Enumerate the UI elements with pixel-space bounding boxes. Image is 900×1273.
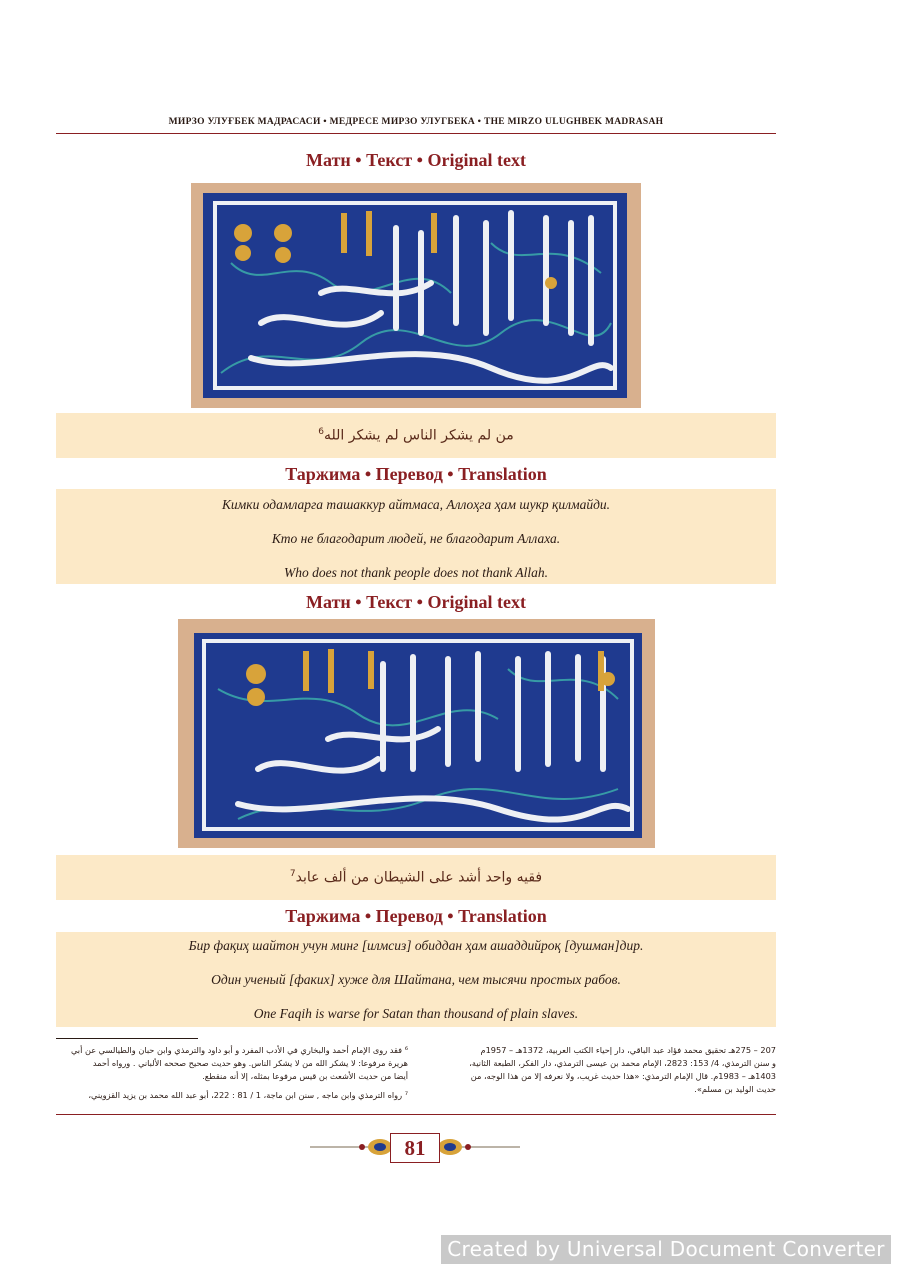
arabic-line-1: من لم يشكر الناس لم يشكر الله xyxy=(323,427,514,444)
footnote-line: 207 – 275هـ تحقيق محمد فؤاد عبد الباقي، دار إحياء الكتب العربية، 1372هـ – 1957م xyxy=(480,1045,776,1055)
footer-rule xyxy=(56,1114,776,1115)
footnote-mark-6: 6 xyxy=(318,427,324,437)
translation-uzbek-2: Бир фақиҳ шайтон учун минг [илмсиз] обиддан ҳам ашаддийроқ [душман]дир. xyxy=(188,938,644,953)
translation-english-2: One Faqih is warse for Satan than thousand of plain slaves. xyxy=(253,1006,579,1021)
arabic-text-1 xyxy=(56,427,776,444)
tile-mosaic-image-1 xyxy=(191,183,641,408)
footnote-line: هريرة مرفوعا: لا يشكر الله من لا يشكر الناس. وهو حديث صحيح صححه الألباني . ورواه أحمد xyxy=(92,1058,408,1068)
arabic-band-1 xyxy=(56,413,776,458)
tile-inscription-photo-1 xyxy=(191,183,641,408)
original-text-heading-1: Матн • Текст • Original text xyxy=(306,150,526,170)
footnote-line: حديث الوليد بن مسلم». xyxy=(694,1084,776,1094)
footnote-line: أيضا من حديث الأشعث بن قيس مرفوعا بمثله، إلا أنه منقطع. xyxy=(202,1071,408,1081)
running-header: МИРЗО УЛУҒБЕК МАДРАСАСИ • МЕДРЕСЕ МИРЗО УЛУГБЕКА • THE MIRZO ULUGHBEK MADRASAH xyxy=(168,117,664,127)
translation-band-2 xyxy=(56,932,776,1027)
arabic-band-2 xyxy=(56,855,776,900)
translation-russian-2: Один ученый [факих] хуже для Шайтана, чем тысячи простых рабов. xyxy=(211,972,621,987)
footnote-line: ⁷ رواه الترمذي وابن ماجه , سنن ابن ماجة، 1 / 81 : 222، أبو عبد الله محمد بن يزيد القزويني، xyxy=(88,1090,408,1100)
footnotes-right-column xyxy=(56,1044,408,1102)
arabic-line-2: فقيه واحد أشد على الشيطان من ألف عابد xyxy=(295,869,543,886)
translation-heading-1: Таржима • Перевод • Translation xyxy=(285,464,547,484)
footnote-line: و سنن الترمذي، 4/ 153: 2823، الإمام محمد بن عيسى الترمذي، دار الفكر، الطبعة الثانية، xyxy=(469,1058,776,1068)
converter-watermark: Created by Universal Document Converter xyxy=(441,1235,891,1264)
footnote-line: 1403هـ – 1983م. قال الإمام الترمذي: «هذا حديث غريب، ولا نعرفه إلا من هذا الوجه، من xyxy=(470,1071,776,1081)
footnote-line: ⁶ فقد روى الإمام أحمد والبخاري في الأدب المفرد و أبو داود والترمذي وابن حبان والطيالسي عن أبي xyxy=(70,1045,408,1055)
translation-russian-1: Кто не благодарит людей, не благодарит Аллаха. xyxy=(271,531,561,546)
translation-band-1 xyxy=(56,489,776,584)
translation-english-1: Who does not thank people does not thank Allah. xyxy=(283,565,549,580)
tile-mosaic-image-2 xyxy=(178,619,655,848)
original-text-heading-2: Матн • Текст • Original text xyxy=(306,592,526,612)
footnote-rule xyxy=(56,1038,198,1039)
page-number: 81 xyxy=(390,1133,440,1163)
arabic-text-2 xyxy=(56,869,776,886)
translation-heading-2: Таржима • Перевод • Translation xyxy=(285,906,547,926)
footnotes-left-column xyxy=(436,1044,776,1096)
tile-inscription-photo-2 xyxy=(178,619,655,848)
translation-uzbek-1: Кимки одамларга ташаккур айтмаса, Аллоҳга ҳам шукр қилмайди. xyxy=(221,497,611,512)
footnote-mark-7: 7 xyxy=(289,869,296,879)
header-rule xyxy=(56,133,776,134)
